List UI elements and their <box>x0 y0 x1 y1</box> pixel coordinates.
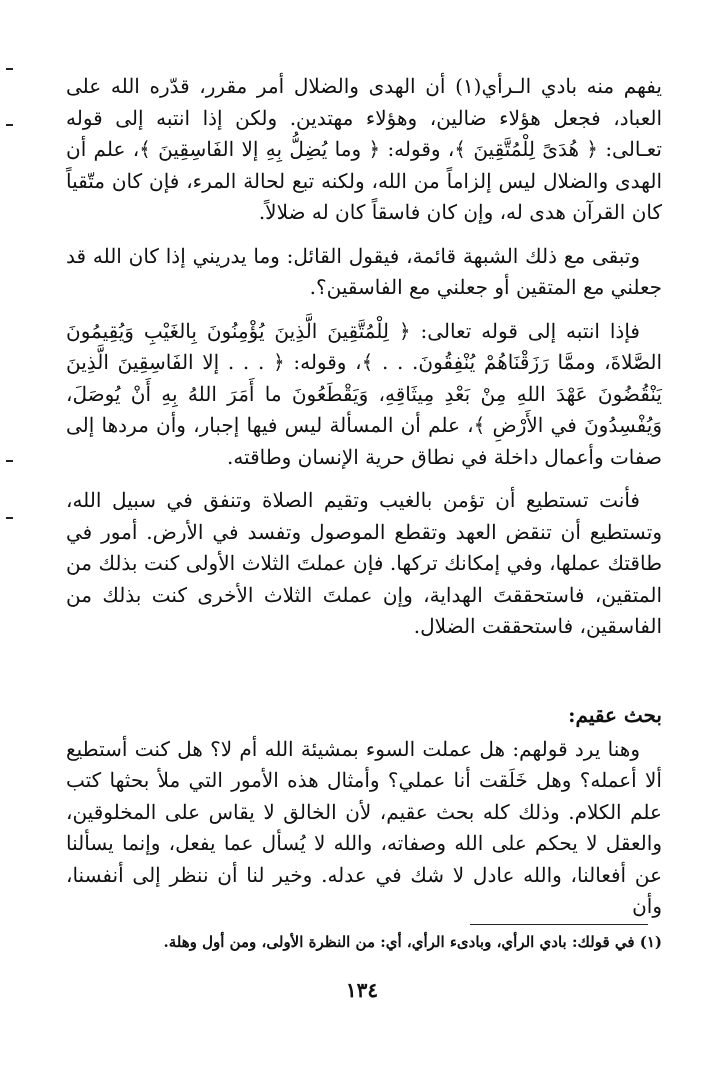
section-heading: بحث عقيم: <box>568 703 662 727</box>
page-number: ١٣٤ <box>345 978 379 1002</box>
body-text-bottom <box>66 700 662 923</box>
paragraph: يفهم منه بادي الـرأي(١) أن الهدى والضلال أمر مقرر، قدّره الله على العباد، فجعل هؤلاء ضالين، وهؤلاء مهتدين. ولكن إذا انتبه إلى قوله تعـالى: ﴿ هُدَىً لِلْمُتَّقِينَ ﴾، وقوله: ﴿ وما يُضِلُّ بِهِ إلا الفَاسِقِينَ ﴾، علم أن الهدى والضلال ليس إلزاماً من الله، ولكنه تبع لحالة المرء، فإن كان متّقياً كان القرآن هدى له، وإن كان فاسقاً كان له ضلالاً. <box>66 74 662 224</box>
paragraph: وتبقى مع ذلك الشبهة قائمة، فيقول القائل: وما يدريني إذا كان الله قد جعلني مع المتقين أو جعلني مع الفاسقين؟. <box>66 243 662 299</box>
margin-mark <box>6 68 13 70</box>
paragraph: وهنا يرد قولهم: هل عملت السوء بمشيئة الله أم لا؟ هل كنت أستطيع ألا أعمله؟ وهل خَلَقت أنا عملي؟ وأمثال هذه الأمور التي ملأ بحثها كتب علم الكلام. وذلك كله بحث عقيم، لأن الخالق لا يقاس على المخلوقين، والعقل لا يحكم على الله وصفاته، والله لا يُسأل عما يفعل، وإنما يسألنا عن أفعالنا، والله عادل لا شك في عدله. وخير لنا أن ننظر إلى أنفسنا، وأن <box>66 736 662 918</box>
paragraph: فأنت تستطيع أن تؤمن بالغيب وتقيم الصلاة وتنفق في سبيل الله، وتستطيع أن تنقض العهد وتقطع الموصول وتفسد في الأرض. أمور في طاقتك عملها، وفي إمكانك تركها. فإن عملتَ الثلاث الأولى كنت بذلك من المتقين، فاستحققتَ الهداية، وإن عملتَ الثلاث الأخرى كنت بذلك من الفاسقين، فاستحققت الضلال. <box>66 488 662 638</box>
body-text-top <box>66 71 662 643</box>
margin-mark <box>6 124 13 126</box>
margin-mark <box>6 517 13 519</box>
footnote-divider <box>470 924 648 925</box>
footnote: (١) في قولك: بادي الرأي، وبادىء الرأي، أي: من النظرة الأولى، ومن أول وهلة. <box>163 933 662 951</box>
paragraph: فإذا انتبه إلى قوله تعالى: ﴿ لِلْمُتَّقِينَ الَّذِينَ يُؤْمِنُونَ بِالغَيْبِ وَيُقِيمُونَ الصَّلاةَ، وممَّا رَزَقْنَاهُمْ يُنْفِقُونَ. . . ﴾، وقوله: ﴿ . . . إلا الفَاسِقِينَ الَّذِينَ يَنْقُضُونَ عَهْدَ اللهِ مِنْ بَعْدِ مِيثَاقِهِ، وَيَقْطَعُونَ ما أَمَرَ اللهُ بِهِ أَنْ يُوصَلَ، وَيُفْسِدُونَ في الأَرْضِ ﴾، علم أن المسألة ليس فيها إجبار، وأن مردها إلى صفات وأعمال داخلة في نطاق حرية الإنسان وطاقته. <box>66 318 662 469</box>
margin-mark <box>6 460 13 462</box>
